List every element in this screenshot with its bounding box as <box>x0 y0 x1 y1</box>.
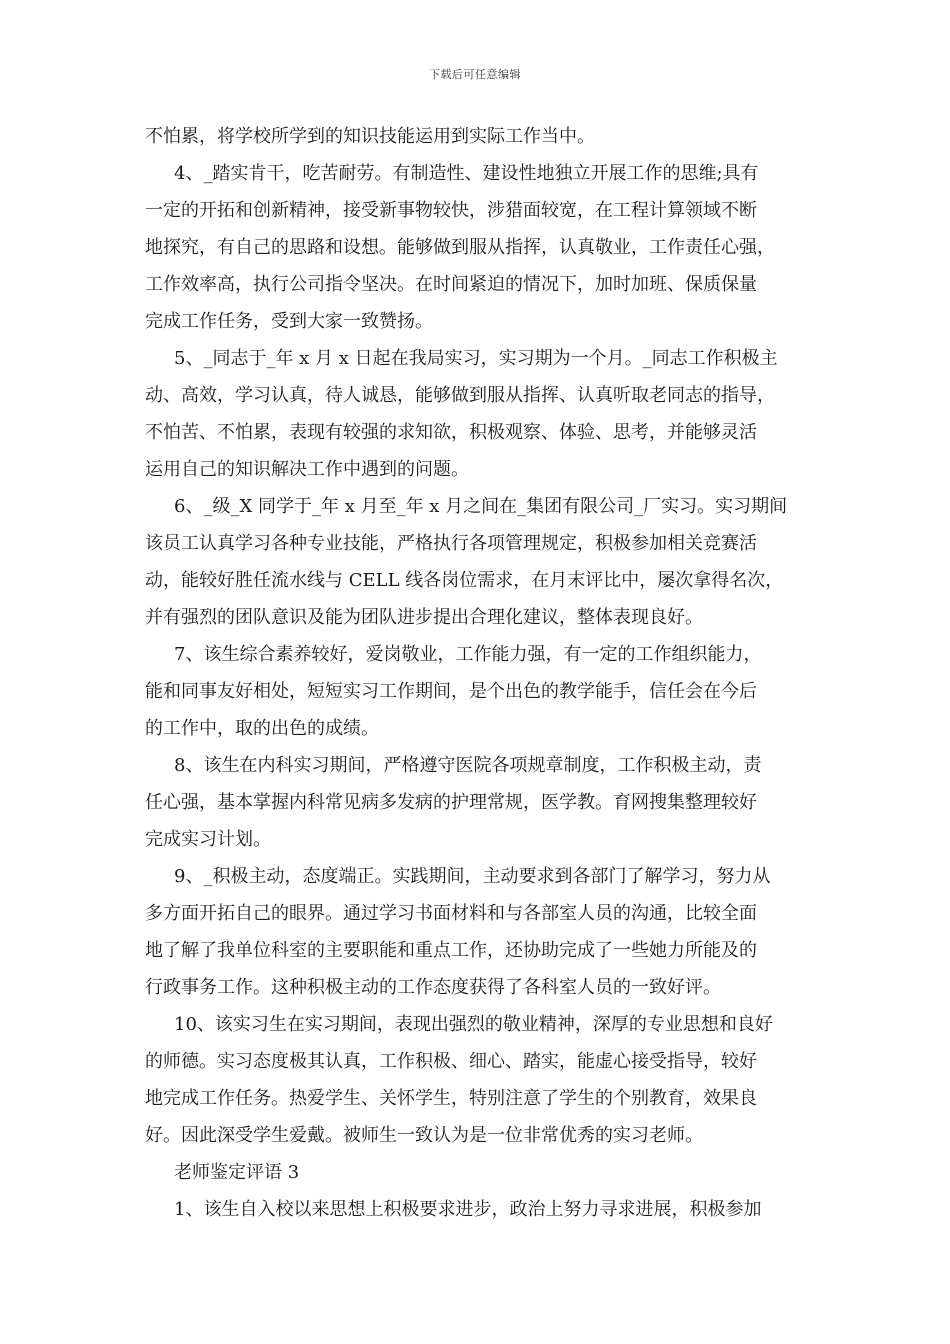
paragraph-first-line: 9、_积极主动，态度端正。实践期间，主动要求到各部门了解学习，努力从 <box>174 866 771 887</box>
paragraph-first-line: 6、_级_X 同学于_年 x 月至_年 x 月之间在_集团有限公司_厂实习。实习期间 <box>174 496 788 517</box>
paragraph-line: 工作效率高，执行公司指令坚决。在时间紧迫的情况下，加时加班、保质保量 <box>145 274 757 295</box>
paragraph-line: 多方面开拓自己的眼界。通过学习书面材料和与各部室人员的沟通，比较全面 <box>145 903 757 924</box>
paragraph-line: 能和同事友好相处，短短实习工作期间，是个出色的教学能手，信任会在今后 <box>145 681 757 702</box>
paragraph-line: 地探究，有自己的思路和设想。能够做到服从指挥，认真敬业，工作责任心强， <box>145 237 775 258</box>
paragraph-line: 动、高效，学习认真，待人诚恳，能够做到服从指挥、认真听取老同志的指导， <box>145 385 775 406</box>
paragraph-first-line: 10、该实习生在实习期间，表现出强烈的敬业精神，深厚的专业思想和良好 <box>174 1014 773 1035</box>
paragraph-first-line: 7、该生综合素养较好，爱岗敬业，工作能力强，有一定的工作组织能力， <box>174 644 762 665</box>
page-header: 下载后可任意编辑 <box>429 68 521 81</box>
paragraph-line: 任心强，基本掌握内科常见病多发病的护理常规，医学教。育网搜集整理较好 <box>145 792 757 813</box>
paragraph-line: 的工作中，取的出色的成绩。 <box>145 718 379 739</box>
paragraph-line: 一定的开拓和创新精神，接受新事物较快，涉猎面较宽，在工程计算领域不断 <box>145 200 757 221</box>
paragraph-line: 行政事务工作。这种积极主动的工作态度获得了各科室人员的一致好评。 <box>145 977 721 998</box>
paragraph-line: 地完成工作任务。热爱学生、关怀学生，特别注意了学生的个别教育，效果良 <box>145 1088 757 1109</box>
paragraph-first-line: 5、_同志于_年 x 月 x 日起在我局实习，实习期为一个月。_同志工作积极主 <box>174 348 778 369</box>
paragraph-line: 完成实习计划。 <box>145 829 271 850</box>
paragraph-first-line: 老师鉴定评语 3 <box>174 1162 300 1183</box>
paragraph-line: 地了解了我单位科室的主要职能和重点工作，还协助完成了一些她力所能及的 <box>145 940 757 961</box>
paragraph-first-line: 8、该生在内科实习期间，严格遵守医院各项规章制度，工作积极主动，责 <box>174 755 762 776</box>
paragraph-line: 该员工认真学习各种专业技能，严格执行各项管理规定，积极参加相关竞赛活 <box>145 533 757 554</box>
paragraph-line: 动，能较好胜任流水线与 CELL 线各岗位需求，在月末评比中，屡次拿得名次， <box>145 570 784 591</box>
paragraph-line: 运用自己的知识解决工作中遇到的问题。 <box>145 459 469 480</box>
paragraph-line: 好。因此深受学生爱戴。被师生一致认为是一位非常优秀的实习老师。 <box>145 1125 703 1146</box>
paragraph-line: 不怕苦、不怕累，表现有较强的求知欲，积极观察、体验、思考，并能够灵活 <box>145 422 757 443</box>
paragraph-first-line: 1、该生自入校以来思想上积极要求进步，政治上努力寻求进展，积极参加 <box>174 1199 762 1220</box>
paragraph-first-line: 4、_踏实肯干，吃苦耐劳。有制造性、建设性地独立开展工作的思维;具有 <box>174 163 759 184</box>
paragraph-line: 的师德。实习态度极其认真，工作积极、细心、踏实，能虚心接受指导，较好 <box>145 1051 757 1072</box>
paragraph-line: 不怕累，将学校所学到的知识技能运用到实际工作当中。 <box>145 126 595 147</box>
document-body <box>145 118 810 1228</box>
paragraph-line: 完成工作任务，受到大家一致赞扬。 <box>145 311 433 332</box>
paragraph-line: 并有强烈的团队意识及能为团队进步提出合理化建议，整体表现良好。 <box>145 607 703 628</box>
